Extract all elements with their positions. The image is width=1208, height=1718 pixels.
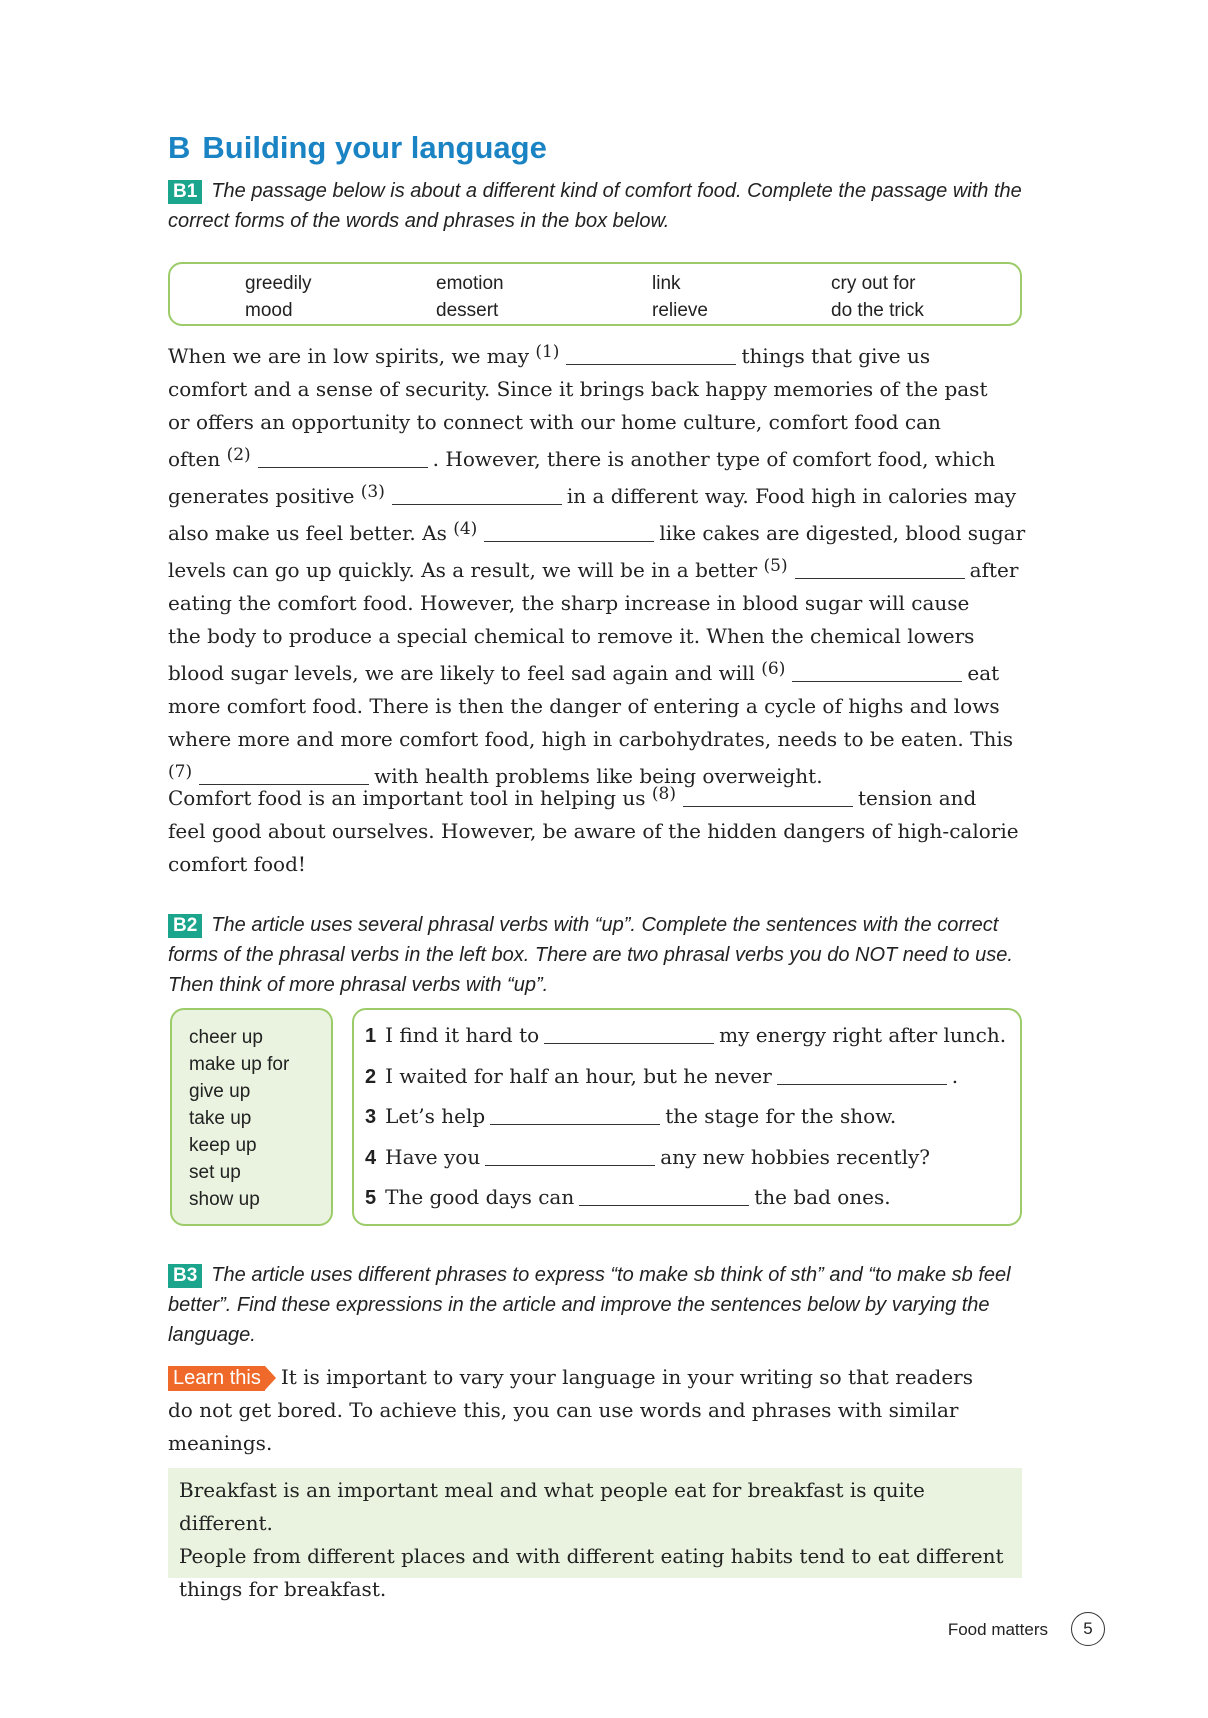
learn-this-block [168,1361,1048,1460]
answer-blank[interactable] [792,661,962,682]
sentence-number: 1 [365,1025,377,1047]
gap-number: (6) [761,659,786,679]
example-line: Breakfast is an important meal and what people eat for breakfast is quite different. [179,1478,925,1535]
passage-line: the body to produce a special chemical to remove it. When the chemical lowers [168,624,975,648]
phrasal-verb-item: give up [189,1081,251,1102]
passage-line: blood sugar levels, we are likely to feel sad again and will $^{(6)}$ eat [168,659,1000,685]
gap-number: (1) [535,342,560,362]
passage-line: feel good about ourselves. However, be aware of the hidden dangers of high-calorie [168,819,1019,843]
word-box-item: greedily [245,273,312,294]
gap-number: (7) [168,762,193,782]
passage-line: comfort and a sense of security. Since it brings back happy memories of the past [168,377,988,401]
b2-tag: B2 [168,914,202,938]
passage-line: When we are in low spirits, we may $^{(1)}$ things that give us [168,342,931,368]
gap-number: (3) [360,482,385,502]
answer-blank[interactable] [490,1104,660,1125]
b1-instruction-text: The passage below is about a different kind of comfort food. Complete the passage with the correct forms of the words and phrases in the box below. [168,180,1022,232]
passage-line: Learn this It is important to vary your language in your writing so that readers [168,1361,1048,1394]
answer-blank[interactable] [777,1064,947,1085]
b3-instruction [168,1260,1028,1350]
sentence-number: 4 [365,1146,377,1169]
passage-line: do not get bored. To achieve this, you can use words and phrases with similar [168,1398,959,1422]
sentence-row: 5 The good days can the bad ones. [365,1185,891,1209]
sentence-row: 2 I waited for half an hour, but he never . [365,1063,959,1088]
b3-tag: B3 [168,1264,202,1288]
passage-paragraph-2 [168,778,1048,881]
word-box-item: dessert [436,300,499,321]
b2-instruction [168,910,1028,1000]
phrasal-verb-item: set up [189,1162,241,1183]
example-line: things for breakfast. [179,1577,387,1601]
answer-blank[interactable] [392,484,562,505]
example-line: People from different places and with different eating habits tend to eat different [179,1544,1004,1568]
answer-blank[interactable] [544,1023,714,1044]
passage-line: or offers an opportunity to connect with our home culture, comfort food can [168,410,941,434]
gap-number: (5) [763,556,788,576]
passage-line: often $^{(2)}$ . However, there is another type of comfort food, which [168,445,996,471]
answer-blank[interactable] [579,1185,749,1206]
phrasal-verb-item: show up [189,1189,260,1210]
phrasal-verbs-box [170,1008,333,1226]
sentence-row: 4 Have you any new hobbies recently? [365,1144,931,1169]
section-letter: B [168,130,191,165]
page-number: 5 [1071,1612,1105,1646]
learn-this-badge: Learn this [168,1366,265,1391]
sentence-number: 5 [365,1187,377,1209]
sentence-row: 1 I find it hard to my energy right after lunch. [365,1023,1007,1047]
sentence-row: 3 Let’s help the stage for the show. [365,1104,897,1128]
answer-blank[interactable] [795,558,965,579]
answer-blank[interactable] [258,447,428,468]
b1-tag: B1 [168,180,202,204]
sentence-number: 3 [365,1106,377,1128]
b3-instruction-text: The article uses different phrases to express “to make sb think of sth” and “to make sb feel better”. Find these expressions in the article and improve the sentences below by varying the language. [168,1264,1011,1346]
passage-line: more comfort food. There is then the danger of entering a cycle of highs and lows [168,694,1000,718]
passage-line: where more and more comfort food, high in carbohydrates, needs to be eaten. This [168,727,1013,751]
sentence-number: 2 [365,1065,377,1088]
word-box-item: mood [245,300,293,321]
word-box-item: relieve [652,300,708,321]
phrasal-verb-item: make up for [189,1054,290,1075]
gap-number: (8) [651,784,676,804]
passage-line: meanings. [168,1431,273,1455]
passage-line: $^{(7)}$ with health problems like being overweight. [168,762,823,788]
word-box-item: link [652,273,681,294]
word-box-item: emotion [436,273,504,294]
b2-instruction-text: The article uses several phrasal verbs with “up”. Complete the sentences with the correct forms of the phrasal verbs in the left box. There are two phrasal verbs you do NOT need to use. Then think of more phrasal verbs with “up”. [168,914,1013,996]
sentences-box [352,1008,1022,1226]
passage-line: levels can go up quickly. As a result, we will be in a better $^{(5)}$ after [168,556,1019,582]
phrasal-verb-item: cheer up [189,1027,263,1048]
example-panel [168,1468,1022,1601]
gap-number: (4) [453,519,478,539]
answer-blank[interactable] [683,786,853,807]
b1-instruction [168,176,1028,236]
word-box-item: cry out for [831,273,916,294]
phrasal-verb-item: keep up [189,1135,257,1156]
section-title-text: Building your language [202,130,547,165]
phrasal-verb-item: take up [189,1108,252,1129]
gap-number: (2) [226,445,251,465]
passage-line: comfort food! [168,852,306,876]
word-box [168,262,1022,326]
passage-paragraph-1 [168,336,1048,793]
section-title [168,130,547,166]
answer-blank[interactable] [485,1145,655,1166]
answer-blank[interactable] [484,521,654,542]
passage-line: generates positive $^{(3)}$ in a different way. Food high in calories may [168,482,1017,508]
word-box-item: do the trick [831,300,924,321]
passage-line: eating the comfort food. However, the sharp increase in blood sugar will cause [168,591,970,615]
passage-line: Comfort food is an important tool in helping us $^{(8)}$ tension and [168,784,977,810]
answer-blank[interactable] [566,344,736,365]
passage-line: also make us feel better. As $^{(4)}$ like cakes are digested, blood sugar [168,519,1026,545]
footer-unit-label: Food matters [947,1620,1048,1639]
